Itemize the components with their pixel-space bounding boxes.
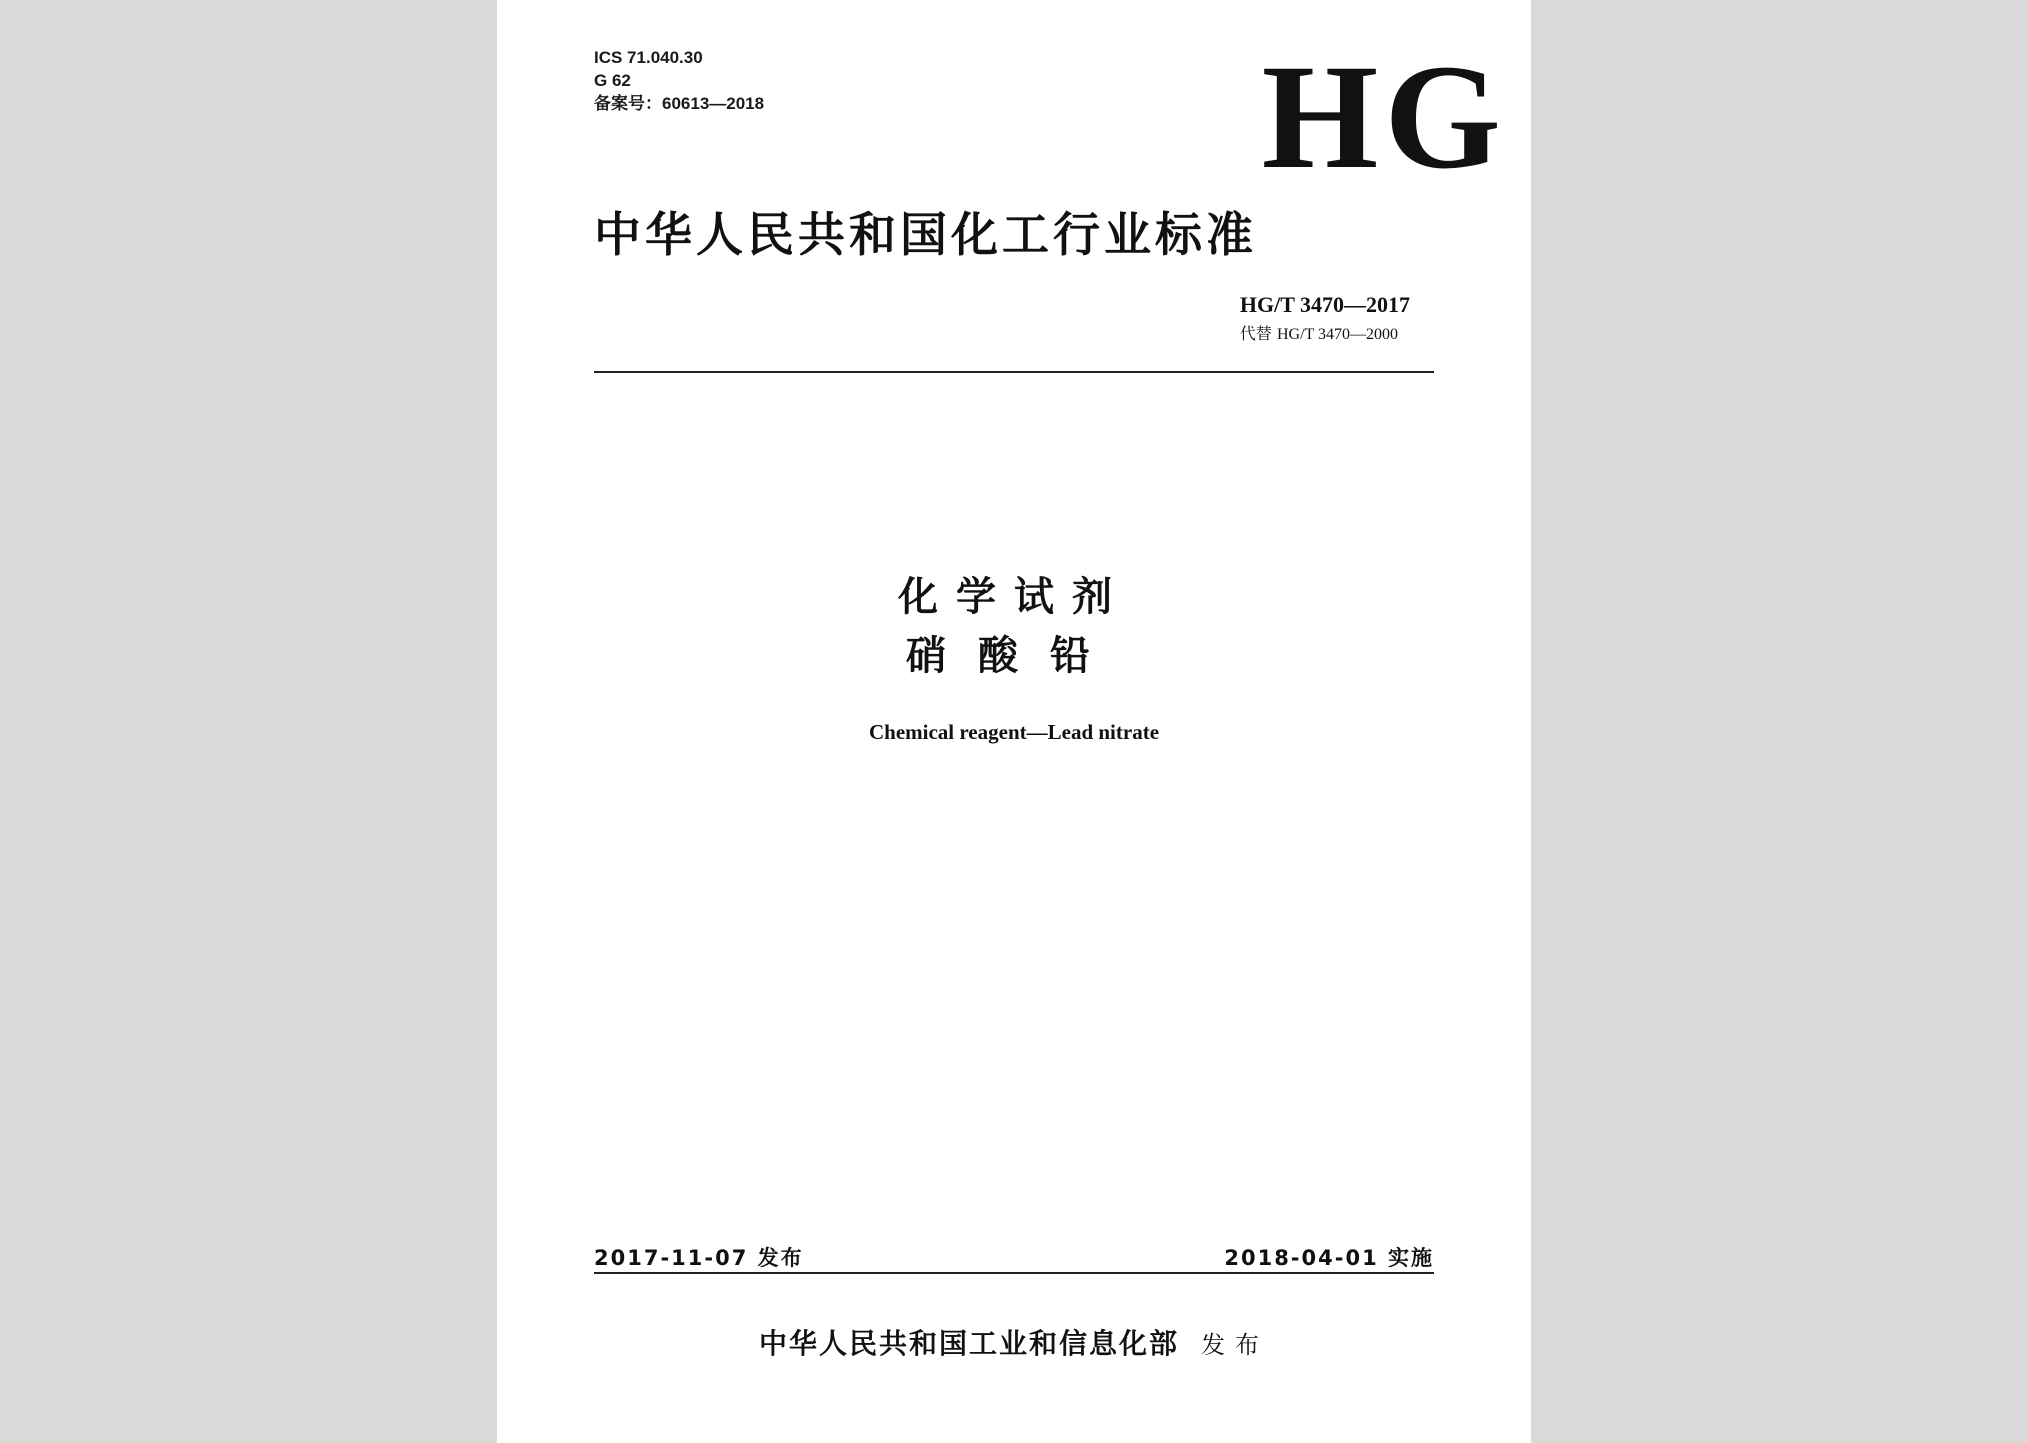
bottom-divider	[594, 1272, 1434, 1274]
standard-code-block	[1240, 290, 1410, 347]
replaces-label: 代替	[1239, 324, 1272, 343]
title-en: Chemical reagent—Lead nitrate	[868, 720, 1160, 744]
replaces-line	[1240, 322, 1410, 347]
standard-code: HG/T 3470—2017	[1239, 292, 1410, 317]
filing-number: 备案号：60613—2018	[594, 94, 765, 113]
hg-logo: HG	[1261, 34, 1507, 200]
issue-date: 2017-11-07 发布	[594, 1246, 804, 1270]
document-page	[497, 0, 1531, 1443]
replaced-code: HG/T 3470—2000	[1276, 326, 1399, 343]
title-cn-line1: 化学试剂	[898, 574, 1130, 620]
publisher-line	[497, 1322, 1531, 1362]
publisher-org: 中华人民共和国工业和信息化部	[758, 1327, 1179, 1360]
publisher-action: 发布	[1201, 1331, 1269, 1359]
implementation-date: 2018-04-01 实施	[1224, 1246, 1434, 1270]
classification-block	[594, 46, 764, 115]
top-divider	[594, 371, 1434, 373]
ccs-code: G 62	[594, 71, 631, 90]
standard-category-title: 中华人民共和国化工行业标准	[594, 208, 1257, 263]
ics-code: ICS 71.040.30	[594, 48, 703, 67]
title-cn-line2: 硝酸铅	[906, 633, 1122, 679]
